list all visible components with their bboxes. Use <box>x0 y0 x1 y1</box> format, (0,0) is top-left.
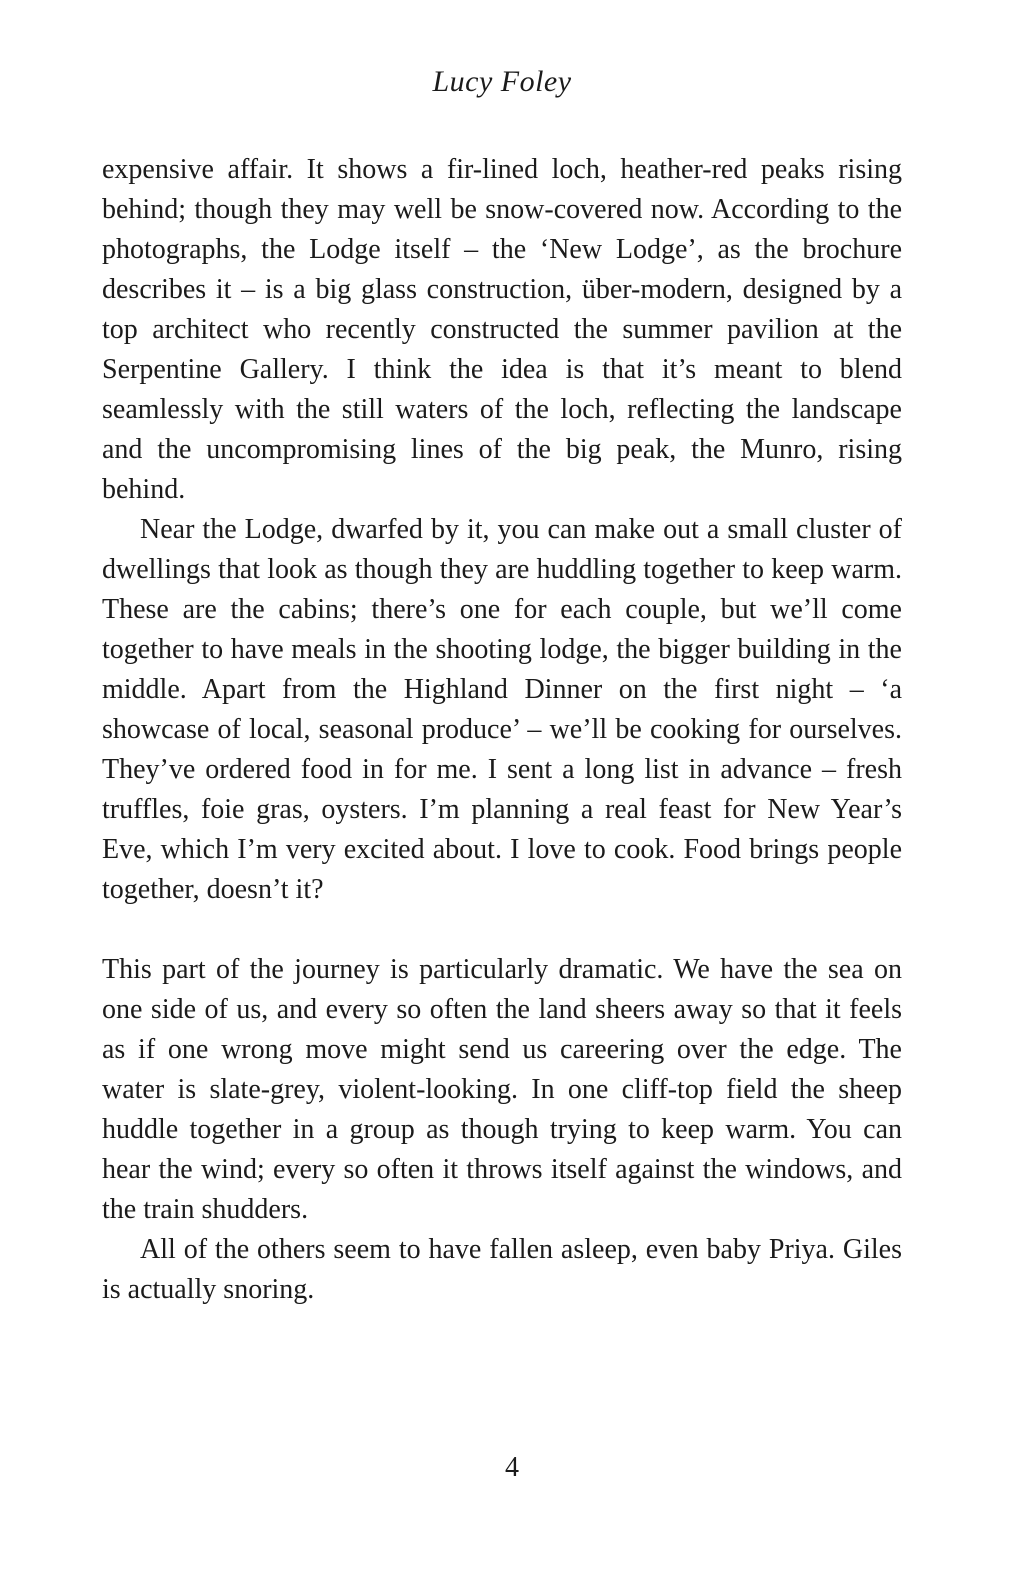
paragraph-2: Near the Lodge, dwarfed by it, you can make out a small cluster of dwellings that look as though they are huddling together to keep warm. These are the cabins; there’s one for each couple, but we’ll come together to have meals in the shooting lodge, the bigger building in the middle. Apart from the Highland Dinner on the first night – ‘a showcase of local, seasonal produce’ – we’ll be cooking for ourselves. They’ve ordered food in for me. I sent a long list in advance – fresh truffles, foie gras, oysters. I’m planning a real feast for New Year’s Eve, which I’m very excited about. I love to cook. Food brings people together, doesn’t it? <box>102 514 902 905</box>
body-text <box>102 150 902 1310</box>
paragraph-3: This part of the journey is particularly dramatic. We have the sea on one side of us, and every so often the land sheers away so that it feels as if one wrong move might send us careering over the edge. The water is slate-grey, violent-looking. In one cliff-top field the sheep huddle together in a group as though trying to keep warm. You can hear the wind; every so often it throws itself against the windows, and the train shudders. <box>102 954 902 1225</box>
running-header: Lucy Foley <box>432 65 572 98</box>
page-number: 4 <box>505 1452 519 1483</box>
paragraph-4: All of the others seem to have fallen asleep, even baby Priya. Giles is actually snoring. <box>102 1234 902 1305</box>
paragraph-1: expensive affair. It shows a fir-lined loch, heather-red peaks rising behind; though they may well be snow-covered now. According to the photographs, the Lodge itself – the ‘New Lodge’, as the brochure describes it – is a big glass construction, über-modern, designed by a top architect who recently constructed the summer pavilion at the Serpentine Gallery. I think the idea is that it’s meant to blend seamlessly with the still waters of the loch, reflecting the landscape and the uncompromising lines of the big peak, the Munro, rising behind. <box>102 154 902 505</box>
